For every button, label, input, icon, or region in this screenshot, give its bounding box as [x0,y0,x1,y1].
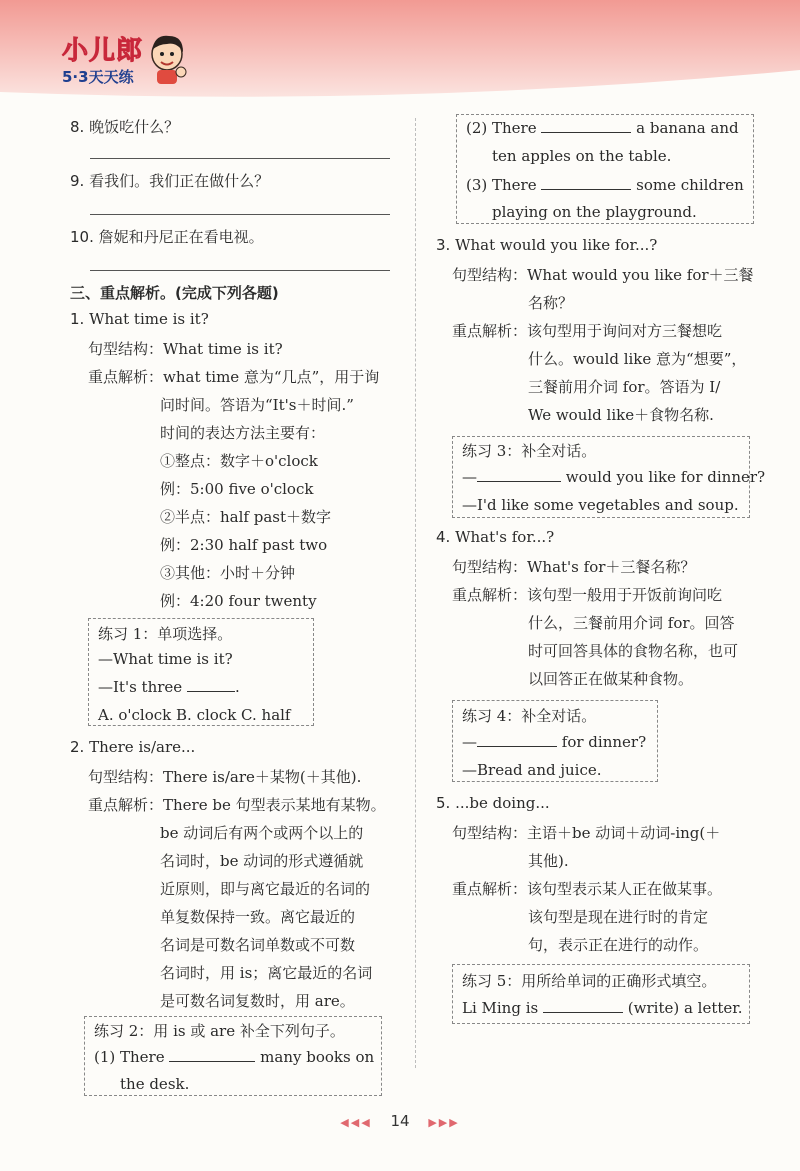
exercise-4-line2: —Bread and juice. [462,761,602,779]
exercise-1-line1: —What time is it? [98,650,233,668]
exercise-2-blank-1[interactable] [169,1061,255,1062]
exercise-3-line1: — would you like for dinner? [462,468,766,486]
exercise-2-item1-cont: the desk. [120,1075,190,1093]
exercise-2-item3-cont: playing on the playground. [492,203,697,221]
answer-line-9[interactable] [90,214,390,215]
point-2-title: 2. There is/are... [70,738,196,756]
page-number: 14 [390,1112,410,1130]
point-4-pattern: 句型结构：What's for＋三餐名称？ [452,558,696,576]
exercise-2-item2: (2) There a banana and [466,119,739,137]
question-10: 10. 詹妮和丹尼正在看电视。 [70,228,264,246]
column-divider [415,118,416,1068]
answer-line-8[interactable] [90,158,390,159]
exercise-1-title: 练习 1：单项选择。 [98,625,233,643]
point-5-title: 5. ...be doing... [436,794,550,812]
exercise-4-line1: — for dinner? [462,733,647,751]
exercise-4-blank[interactable] [477,746,557,747]
section-3-title: 三、重点解析。(完成下列各题) [70,284,279,302]
point-3-title: 3. What would you like for...? [436,236,658,254]
page-footer [0,1112,800,1130]
exercise-2-item1: (1) There many books on [94,1048,375,1066]
point-1-pattern: 句型结构：What time is it? [88,340,283,358]
logo-subtitle: 5·3天天练 [62,68,134,86]
logo-title: 小儿郎 [62,36,144,66]
point-4-title: 4. What's for...? [436,528,555,546]
exercise-3-title: 练习 3：补全对话。 [462,442,597,460]
exercise-1-options: A. o'clock B. clock C. half [98,706,291,724]
point-1-title: 1. What time is it? [70,310,209,328]
exercise-2-item3: (3) There some children [466,176,744,194]
left-arrows-icon: ◀◀◀ [340,1116,372,1129]
boy-mascot-icon [143,32,191,86]
exercise-2-blank-2[interactable] [541,132,631,133]
exercise-5-title: 练习 5：用所给单词的正确形式填空。 [462,972,717,990]
exercise-3-line2: —I'd like some vegetables and soup. [462,496,739,514]
exercise-1-blank[interactable] [187,691,235,692]
right-arrows-icon: ▶▶▶ [428,1116,460,1129]
question-9: 9. 看我们。我们正在做什么？ [70,172,270,190]
exercise-2-blank-3[interactable] [541,189,631,190]
exercise-5-line: Li Ming is (write) a letter. [462,999,743,1017]
point-2-pattern: 句型结构：There is/are＋某物(＋其他). [88,768,362,786]
exercise-5-blank[interactable] [543,1012,623,1013]
exercise-4-title: 练习 4：补全对话。 [462,707,597,725]
exercise-1-line2: —It's three . [98,678,240,696]
question-8: 8. 晚饭吃什么？ [70,118,180,136]
answer-line-10[interactable] [90,270,390,271]
exercise-2-title: 练习 2：用 is 或 are 补全下列句子。 [94,1022,345,1040]
exercise-2-item2-cont: ten apples on the table. [492,147,672,165]
exercise-3-blank[interactable] [477,481,561,482]
